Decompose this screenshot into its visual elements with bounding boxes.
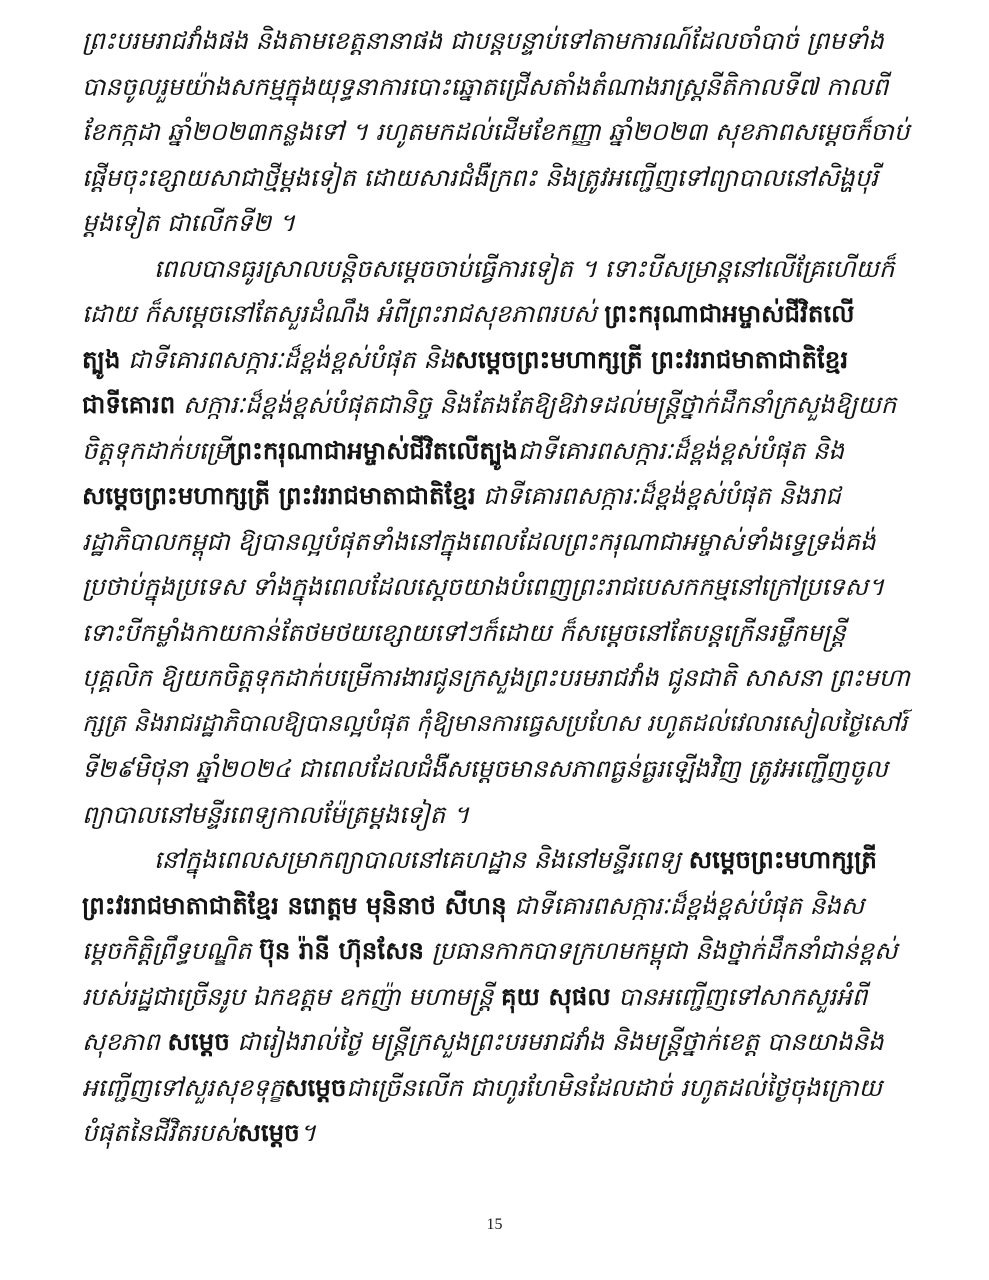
text-run: ជាទីគោរពសក្ការៈដ៏ខ្ពង់ខ្ពស់បំផុត និង bbox=[120, 344, 455, 374]
bold-text-run: សម្តេចព្រះមហាក្សត្រី ព្រះវររាជមាតាជាតិខ្មែរ bbox=[82, 481, 476, 510]
text-line bbox=[82, 109, 912, 155]
bold-text-run: សម្តេច bbox=[167, 1027, 230, 1056]
text-run: បានអញ្ជើញទៅសាកសួរអំពី bbox=[610, 981, 868, 1011]
text-run: របស់រដ្ឋជាច្រើនរូប ឯកឧត្តម ឧកញ៉ា មហាមន្ត្រី bbox=[82, 981, 501, 1011]
text-line bbox=[82, 428, 912, 474]
text-line bbox=[82, 837, 912, 883]
text-run: រដ្ឋាភិបាលកម្ពុជា ឱ្យបានល្អបំផុតទាំងនៅក្នុងពេលដែលព្រះករុណាជាអម្ចាស់ទាំងទ្វេទ្រង់គង់ bbox=[82, 526, 876, 556]
paragraph bbox=[82, 246, 912, 838]
text-run: ចិត្តទុកដាក់បម្រើ bbox=[82, 435, 230, 465]
text-line bbox=[82, 1110, 912, 1156]
paragraph bbox=[82, 18, 912, 246]
text-run: ជាទីគោរពសក្ការៈដ៏ខ្ពង់ខ្ពស់បំផុត និងស bbox=[506, 890, 865, 920]
text-run: ផ្តើមចុះខ្សោយសាជាថ្មីម្តងទៀត ដោយសារជំងឺក្រពះ និងត្រូវអញ្ជើញទៅព្យាបាលនៅសិង្ហបុរី bbox=[82, 162, 879, 192]
text-run: នៅក្នុងពេលសម្រាកព្យាបាលនៅគេហដ្ឋាន និងនៅមន្ទីរពេទ្យ bbox=[154, 845, 689, 874]
bold-text-run: សម្តេច bbox=[237, 1118, 300, 1147]
text-run: ប្រថាប់ក្នុងប្រទេស ទាំងក្នុងពេលដែលស្តេចយាងបំពេញព្រះរាជបេសកកម្មនៅក្រៅប្រទេស។ bbox=[82, 572, 885, 601]
text-line bbox=[82, 655, 912, 701]
text-run: ខែកក្កដា ឆ្នាំ២០២៣កន្លងទៅ ។ រហូតមកដល់ដើមខែកញ្ញា ឆ្នាំ២០២៣ សុខភាពសម្តេចក៏ចាប់ bbox=[82, 117, 910, 146]
text-line bbox=[82, 610, 912, 656]
text-line bbox=[82, 155, 912, 201]
text-line bbox=[82, 519, 912, 565]
paragraph bbox=[82, 837, 912, 1156]
text-run: ពេលបានធូរស្រាលបន្តិចសម្តេចចាប់ធ្វើការទៀត ។ ទោះបីសម្រាន្តនៅលើគ្រែហើយក៏ bbox=[154, 253, 895, 283]
text-run: ប្រធានកាកបាទក្រហមកម្ពុជា និងថ្នាក់ដឹកនាំជាន់ខ្ពស់ bbox=[424, 936, 898, 965]
text-run: បុគ្គលិក ឱ្យយកចិត្តទុកដាក់បម្រើការងារជូនក្រសួងព្រះបរមរាជវាំង ជូនជាតិ សាសនា ព្រះមហា bbox=[82, 663, 910, 692]
text-run: បំផុតនៃជីវិតរបស់ bbox=[82, 1118, 238, 1147]
text-run: ទី២៩មិថុនា ឆ្នាំ២០២៤ ជាពេលដែលជំងឺសម្តេចមានសភាពធ្ងន់ធ្ងរឡើងវិញ ត្រូវអញ្ជើញចូល bbox=[82, 754, 888, 783]
text-run: សុខភាព bbox=[82, 1027, 168, 1056]
bold-text-run: សម្តេចព្រះមហាក្សត្រី ព្រះវររាជមាតាជាតិខ្មែរ bbox=[454, 344, 849, 374]
text-run: ម្តេចកិត្តិព្រឹទ្ធបណ្ឌិត bbox=[82, 936, 260, 965]
text-run: ដោយ ក៏សម្តេចនៅតែសួរដំណឹង អំពីព្រះរាជសុខភាពរបស់ bbox=[82, 299, 605, 328]
text-line bbox=[82, 974, 912, 1020]
text-line bbox=[82, 291, 912, 337]
text-line bbox=[82, 1065, 912, 1111]
bold-text-run: គុយ សុផល bbox=[501, 981, 611, 1011]
text-run: អញ្ជើញទៅសួរសុខទុក្ខ bbox=[82, 1072, 285, 1102]
bold-text-run: ព្រះវររាជមាតាជាតិខ្មែរ នរោត្តម មុនិនាថ សីហនុ bbox=[82, 890, 507, 920]
text-line bbox=[82, 701, 912, 747]
bold-text-run: សម្តេចព្រះមហាក្សត្រី bbox=[688, 845, 877, 874]
text-line bbox=[82, 200, 912, 246]
text-line bbox=[82, 883, 912, 929]
bold-text-run: ព្រះករុណាជាអម្ចាស់ជីវិតលើត្បូង bbox=[229, 435, 518, 465]
text-run: ជាច្រើនលើក ជាហូរហែមិនដែលដាច់ រហូតដល់ថ្ងៃចុងក្រោយ bbox=[346, 1072, 883, 1102]
text-line bbox=[82, 382, 912, 428]
text-run: សក្ការៈដ៏ខ្ពង់ខ្ពស់បំផុតជានិច្ច និងតែងតែឱ្យឱវាទដល់មន្ត្រីថ្នាក់ដឹកនាំក្រសួងឱ្យយក bbox=[175, 390, 897, 419]
text-run: ម្តងទៀត ជាលើកទី២ ។ bbox=[82, 208, 296, 237]
text-run: ជារៀងរាល់ថ្ងៃ មន្ត្រីក្រសួងព្រះបរមរាជវាំង និងមន្ត្រីថ្នាក់ខេត្ត បានយាងនិង bbox=[229, 1027, 884, 1056]
text-line bbox=[82, 18, 912, 64]
text-line bbox=[82, 792, 912, 838]
text-run: បានចូលរួមយ៉ាងសកម្មក្នុងយុទ្ធនាការបោះឆ្នោតជ្រើសតាំងតំណាងរាស្ត្រនីតិកាលទី៧ កាលពី bbox=[82, 71, 889, 101]
text-line bbox=[82, 746, 912, 792]
text-line bbox=[82, 1019, 912, 1065]
bold-text-run: ជាទីគោរព bbox=[82, 390, 176, 419]
bold-text-run: ប៊ុន រ៉ានី ហ៊ុនសែន bbox=[259, 936, 424, 965]
text-run: ក្សត្រ និងរាជរដ្ឋាភិបាលឱ្យបានល្អបំផុត កុំឱ្យមានការធ្វេសប្រហែស រហូតដល់វេលារសៀលថ្ងៃសៅរ៍ bbox=[82, 708, 908, 737]
text-run: ព្យាបាលនៅមន្ទីរពេទ្យកាលម៉ែត្រម្តងទៀត ។ bbox=[82, 799, 470, 829]
text-line bbox=[82, 564, 912, 610]
text-line bbox=[82, 246, 912, 292]
bold-text-run: ត្បូង bbox=[82, 344, 121, 374]
text-line bbox=[82, 473, 912, 519]
bold-text-run: ព្រះករុណាជាអម្ចាស់ជីវិតលើ bbox=[604, 299, 855, 328]
text-run: ជាទីគោរពសក្ការៈដ៏ខ្ពង់ខ្ពស់បំផុត និង bbox=[517, 435, 845, 465]
page-number: 15 bbox=[486, 1216, 503, 1233]
text-run: ព្រះបរមរាជវាំងផង និងតាមខេត្តនានាផង ជាបន្តបន្ទាប់ទៅតាមការណ៍ដែលចាំបាច់ ព្រមទាំង bbox=[82, 26, 884, 55]
text-line bbox=[82, 928, 912, 974]
text-line bbox=[82, 337, 912, 383]
bold-text-run: សម្តេច bbox=[284, 1072, 347, 1102]
text-run: ជាទីគោរពសក្ការៈដ៏ខ្ពង់ខ្ពស់បំផុត និងរាជ bbox=[475, 481, 841, 510]
text-line bbox=[82, 64, 912, 110]
text-run: ទោះបីកម្លាំងកាយកាន់តែថមថយខ្សោយទៅៗក៏ដោយ ក៏សម្តេចនៅតែបន្តក្រើនរម្លឹកមន្ត្រី bbox=[82, 617, 846, 647]
text-run: ។ bbox=[299, 1118, 316, 1147]
body-text bbox=[82, 18, 912, 1156]
